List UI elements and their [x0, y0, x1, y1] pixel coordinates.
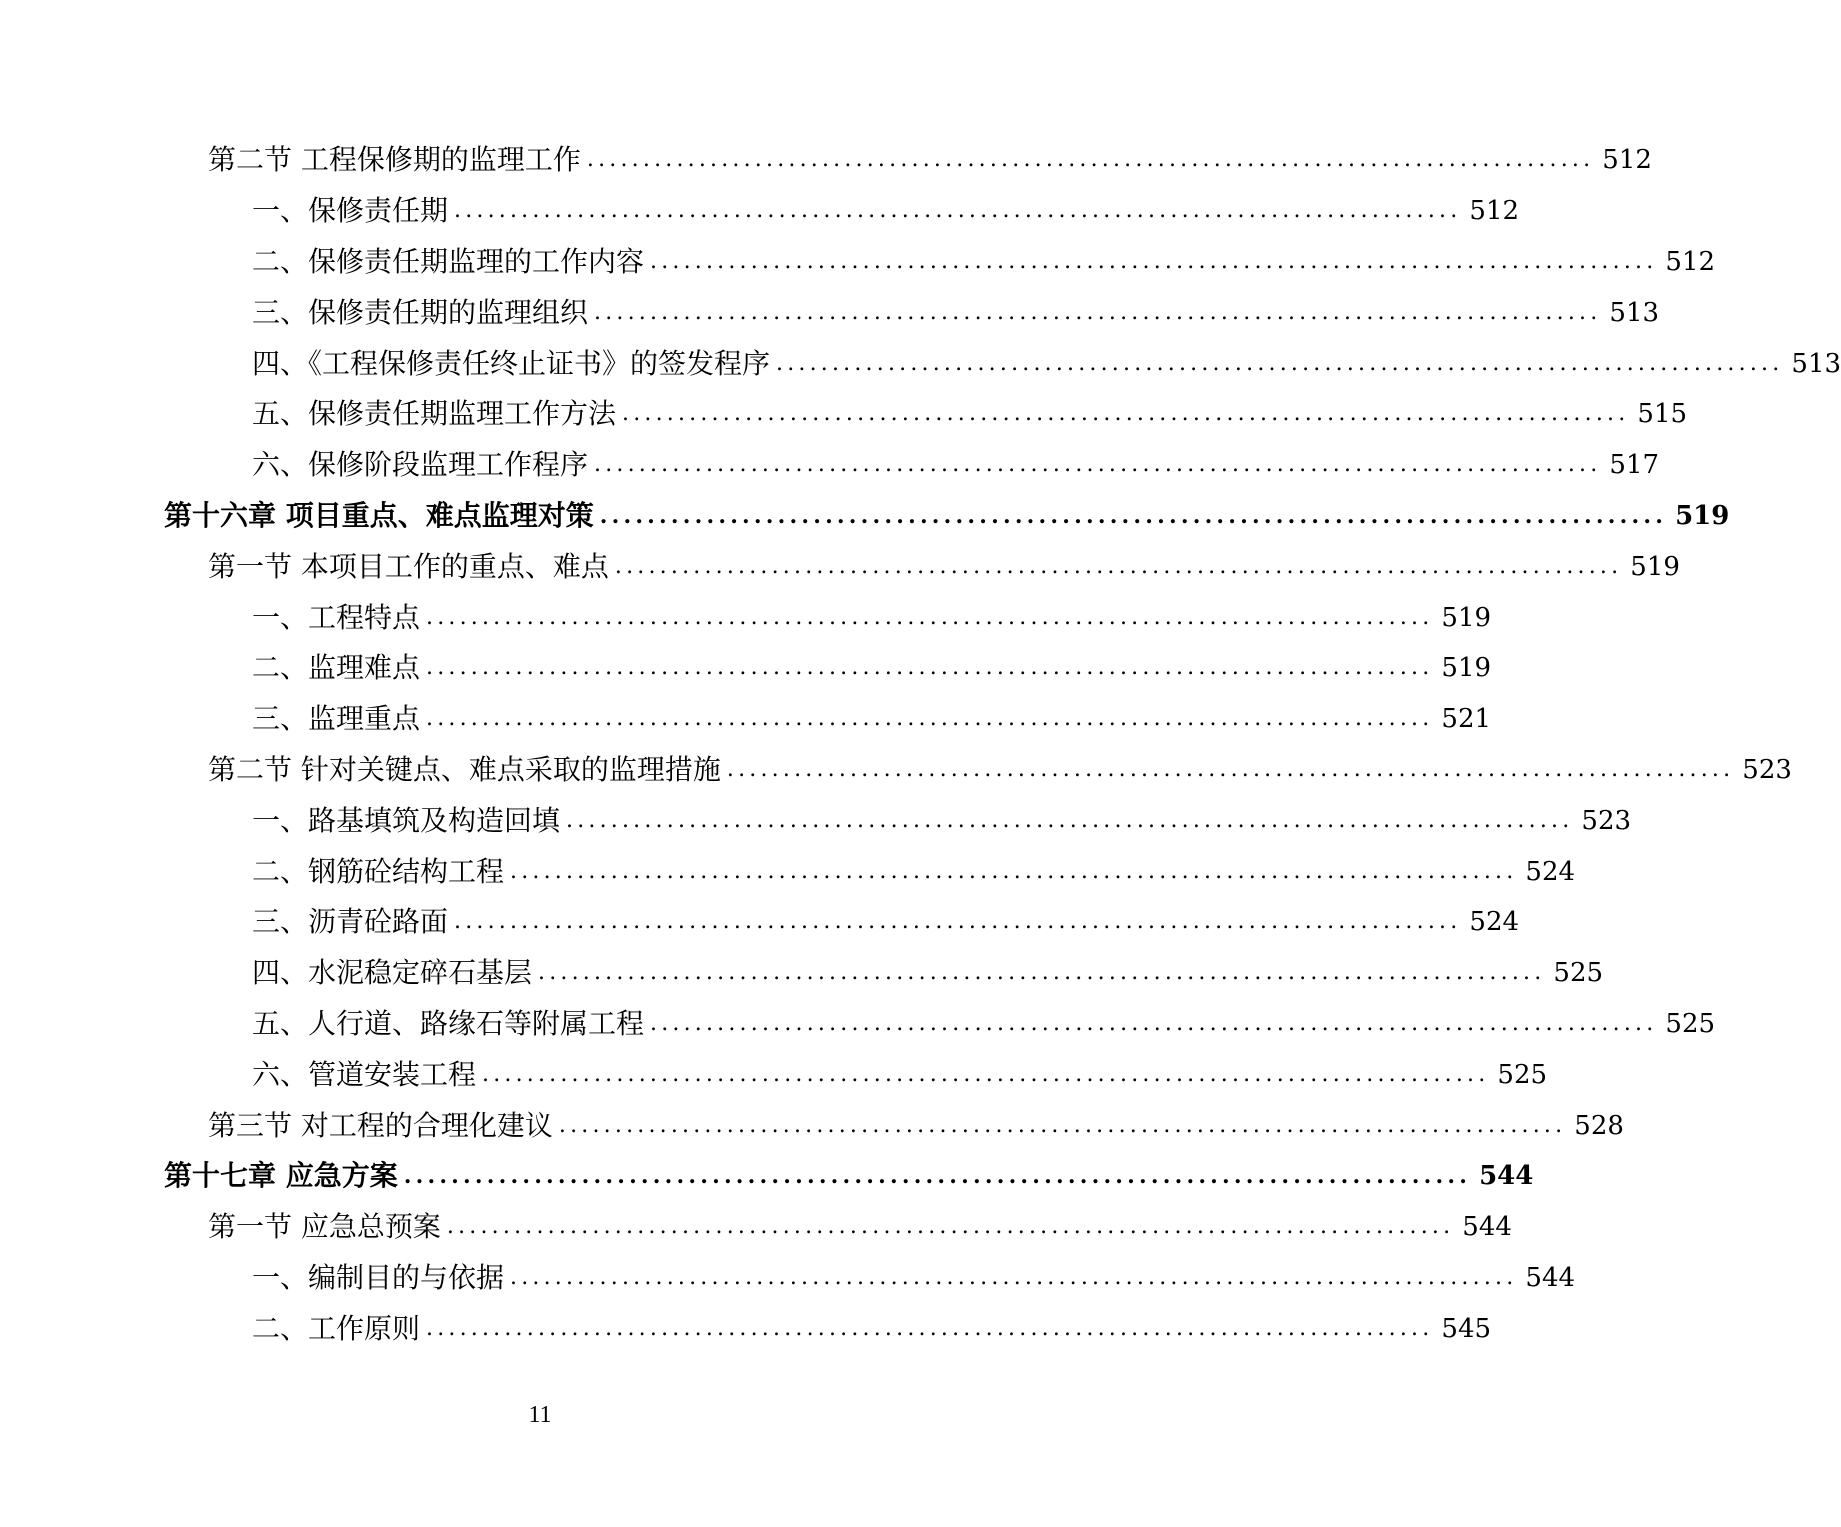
toc-entry-title: 一、工程特点	[252, 600, 421, 634]
toc-entry-section[interactable]	[0, 135, 1652, 186]
toc-entry-title: 一、编制目的与依据	[252, 1260, 505, 1294]
toc-entry-title: 二、工作原则	[252, 1311, 421, 1345]
toc-entry-title: 二、钢筋砼结构工程	[252, 854, 505, 888]
dot-leader: ..........................................................................................	[726, 756, 1735, 782]
toc-entry-chapter[interactable]	[0, 491, 1730, 542]
dot-leader: ..........................................................................................	[482, 1061, 1490, 1087]
toc-entry-item[interactable]	[0, 846, 1576, 897]
toc-entry-page: 523	[1581, 805, 1632, 836]
toc-entry-title: 一、保修责任期	[252, 194, 449, 228]
toc-entry-page: 513	[1609, 297, 1660, 328]
dot-leader: ..........................................................................................	[403, 1163, 1472, 1190]
toc-entry-item[interactable]	[0, 999, 1716, 1050]
toc-entry-section[interactable]	[0, 1202, 1512, 1253]
toc-entry-title: 第十六章 项目重点、难点监理对策	[164, 498, 594, 532]
toc-entry-page: 515	[1637, 399, 1688, 430]
toc-entry-page: 544	[1462, 1212, 1512, 1243]
toc-entry-title: 第十七章 应急方案	[164, 1159, 398, 1193]
toc-entry-page: 519	[1630, 551, 1680, 582]
toc-entry-page: 528	[1574, 1110, 1624, 1141]
dot-leader: ..........................................................................................	[426, 706, 1434, 732]
toc-entry-item[interactable]	[0, 338, 1841, 389]
toc-entry-title: 六、管道安装工程	[252, 1057, 477, 1091]
toc-entry-item[interactable]	[0, 592, 1492, 643]
toc-entry-title: 二、保修责任期监理的工作内容	[252, 244, 645, 278]
toc-entry-item[interactable]	[0, 237, 1716, 288]
toc-entry-page: 512	[1602, 145, 1652, 176]
dot-leader: ..........................................................................................	[454, 909, 1462, 935]
page-number: 11	[528, 1402, 552, 1428]
dot-leader: ..........................................................................................	[566, 807, 1574, 833]
toc-entry-page: 521	[1441, 704, 1492, 735]
toc-entry-page: 523	[1742, 754, 1792, 785]
toc-entry-title: 第二节 针对关键点、难点采取的监理措施	[208, 752, 721, 786]
toc-entry-title: 第一节 应急总预案	[208, 1210, 441, 1244]
toc-entry-title: 六、保修阶段监理工作程序	[252, 448, 589, 482]
dot-leader: ..........................................................................................	[586, 147, 1595, 173]
dot-leader: ..........................................................................................	[538, 960, 1546, 986]
toc-entry-title: 五、保修责任期监理工作方法	[252, 397, 617, 431]
toc-entry-title: 三、监理重点	[252, 702, 421, 736]
toc-entry-item[interactable]	[0, 1049, 1548, 1100]
dot-leader: ..........................................................................................	[622, 401, 1630, 427]
toc-entry-item[interactable]	[0, 643, 1492, 694]
toc-entry-item[interactable]	[0, 897, 1520, 948]
dot-leader: ..........................................................................................	[594, 299, 1602, 325]
toc-entry-title: 第二节 工程保修期的监理工作	[208, 143, 581, 177]
toc-entry-page: 513	[1791, 348, 1841, 379]
toc-entry-page: 512	[1665, 246, 1716, 277]
dot-leader: ..........................................................................................	[614, 553, 1623, 579]
dot-leader: ..........................................................................................	[510, 858, 1518, 884]
toc-entry-page: 512	[1469, 196, 1520, 227]
toc-entry-page: 544	[1525, 1262, 1576, 1293]
toc-entry-item[interactable]	[0, 287, 1660, 338]
toc-entry-page: 544	[1479, 1161, 1534, 1192]
toc-entry-title: 第三节 对工程的合理化建议	[208, 1108, 553, 1142]
toc-entry-page: 517	[1609, 450, 1660, 481]
toc-entry-title: 四、《工程保修责任终止证书》的签发程序	[252, 346, 771, 380]
dot-leader: ..........................................................................................	[650, 248, 1658, 274]
toc-entry-page: 519	[1675, 500, 1730, 531]
toc-entry-section[interactable]	[0, 745, 1792, 796]
dot-leader: ..........................................................................................	[446, 1214, 1455, 1240]
dot-leader: ..........................................................................................	[594, 452, 1602, 478]
toc-entry-title: 一、路基填筑及构造回填	[252, 803, 561, 837]
table-of-contents	[0, 135, 1841, 1354]
toc-entry-chapter[interactable]	[0, 1151, 1534, 1202]
toc-entry-page: 525	[1665, 1008, 1716, 1039]
toc-entry-page: 525	[1553, 958, 1604, 989]
dot-leader: ..........................................................................................	[426, 655, 1434, 681]
toc-entry-section[interactable]	[0, 1100, 1624, 1151]
toc-entry-page: 519	[1441, 653, 1492, 684]
dot-leader: ..........................................................................................	[426, 1315, 1434, 1341]
dot-leader: ..........................................................................................	[599, 502, 1668, 529]
toc-entry-item[interactable]	[0, 694, 1492, 745]
toc-entry-title: 五、人行道、路缘石等附属工程	[252, 1006, 645, 1040]
dot-leader: ..........................................................................................	[776, 350, 1784, 376]
toc-entry-item[interactable]	[0, 795, 1632, 846]
dot-leader: ..........................................................................................	[650, 1010, 1658, 1036]
toc-entry-item[interactable]	[0, 389, 1688, 440]
toc-entry-page: 519	[1441, 602, 1492, 633]
dot-leader: ..........................................................................................	[454, 198, 1462, 224]
toc-entry-section[interactable]	[0, 541, 1680, 592]
dot-leader: ..........................................................................................	[510, 1264, 1518, 1290]
dot-leader: ..........................................................................................	[558, 1112, 1567, 1138]
toc-entry-title: 三、沥青砼路面	[252, 905, 449, 939]
toc-entry-item[interactable]	[0, 440, 1660, 491]
toc-entry-item[interactable]	[0, 948, 1604, 999]
toc-entry-title: 四、水泥稳定碎石基层	[252, 956, 533, 990]
toc-entry-title: 三、保修责任期的监理组织	[252, 295, 589, 329]
toc-entry-title: 二、监理难点	[252, 651, 421, 685]
toc-entry-page: 545	[1441, 1313, 1492, 1344]
toc-entry-title: 第一节 本项目工作的重点、难点	[208, 549, 609, 583]
toc-entry-item[interactable]	[0, 1253, 1576, 1304]
toc-entry-page: 525	[1497, 1059, 1548, 1090]
toc-entry-page: 524	[1525, 856, 1576, 887]
toc-entry-item[interactable]	[0, 1303, 1492, 1354]
dot-leader: ..........................................................................................	[426, 604, 1434, 630]
toc-entry-page: 524	[1469, 907, 1520, 938]
toc-entry-item[interactable]	[0, 186, 1520, 237]
